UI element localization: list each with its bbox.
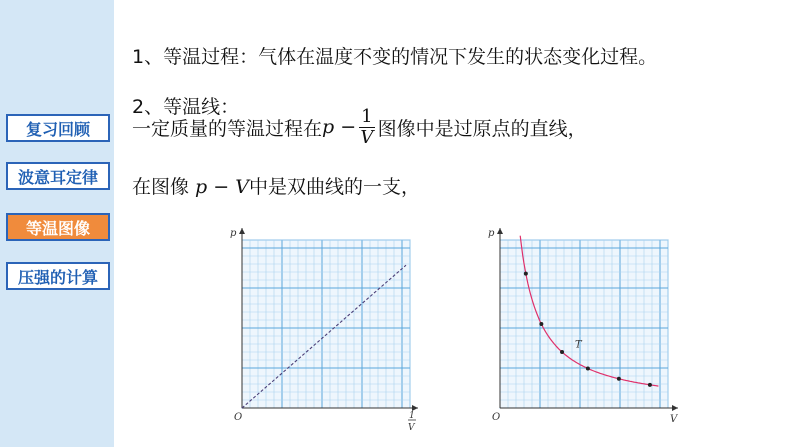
origin-label: O [492, 412, 501, 423]
nav-boyle-law-button[interactable]: 波意耳定律 [6, 162, 110, 190]
math-p-minus-v: p − V [195, 176, 249, 198]
isotherm-point [617, 377, 621, 381]
hyperbola-statement [132, 172, 420, 199]
hyperbola-suffix: 中是双曲线的一支， [248, 176, 420, 198]
origin-label: O [234, 412, 243, 423]
nav-review-button[interactable]: 复习回顾 [6, 114, 110, 142]
math-fraction [359, 107, 374, 148]
definition-line: 1、等温过程：气体在温度不变的情况下发生的状态变化过程。 [132, 46, 658, 68]
math-p-minus: p − [322, 116, 357, 138]
linear-graph-statement [132, 104, 587, 150]
isotherm-point [524, 272, 528, 276]
statement-suffix: 图像中是过原点的直线， [377, 117, 587, 140]
isotherm-heading: 2、等温线： [132, 96, 240, 118]
fraction-numerator: 1 [361, 105, 373, 127]
sidebar-nav [0, 0, 114, 447]
x-axis-label-denominator: V [408, 423, 415, 433]
isotherm-point [648, 383, 652, 387]
fraction-denominator: V [360, 126, 374, 148]
curve-label: T [574, 339, 582, 351]
y-axis-arrow [239, 228, 245, 234]
x-axis-label-numerator: 1 [409, 411, 415, 421]
grid-background [242, 240, 410, 408]
nav-pressure-calc-button[interactable]: 压强的计算 [6, 262, 110, 290]
statement-prefix: 一定质量的等温过程在 [132, 117, 323, 140]
isotherm-point [586, 366, 590, 370]
y-axis-label: p [488, 228, 495, 239]
isotherm-point [539, 322, 543, 326]
p-inverse-v-chart [222, 222, 428, 442]
hyperbola-prefix: 在图像 [132, 176, 196, 198]
y-axis-arrow [497, 228, 503, 234]
nav-isothermal-graph-button[interactable]: 等温图像 [6, 213, 110, 241]
x-axis-label: V [670, 414, 678, 425]
y-axis-label: p [230, 228, 237, 239]
grid-background [500, 240, 668, 408]
isotherm-point [560, 350, 564, 354]
x-axis-arrow [672, 405, 678, 411]
p-v-chart [480, 222, 688, 442]
